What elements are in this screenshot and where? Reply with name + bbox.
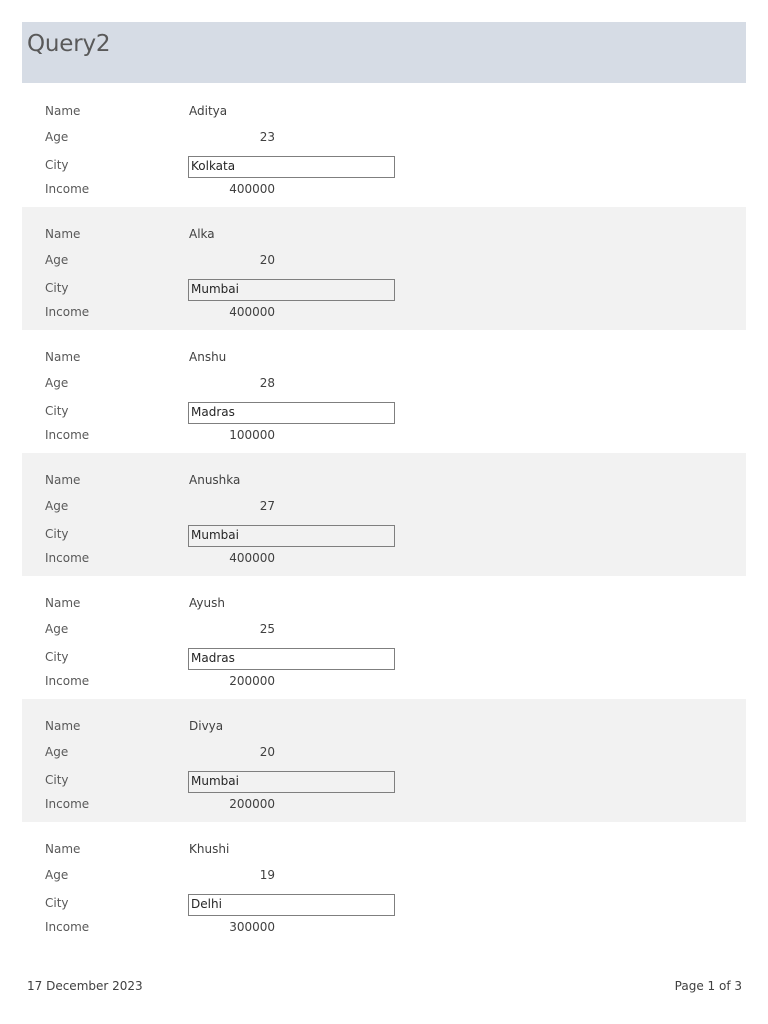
age-value[interactable]: 23 [259,130,275,144]
field-city [22,771,746,793]
city-value-box[interactable]: Madras [188,402,395,424]
field-name [22,471,746,493]
income-label: Income [45,797,90,811]
income-label: Income [45,428,90,442]
records-list [22,84,746,945]
name-value[interactable]: Divya [189,719,224,733]
name-value[interactable]: Aditya [189,104,228,118]
city-value-box[interactable]: Mumbai [188,525,395,547]
age-value[interactable]: 28 [259,376,275,390]
report-title: Query2 [27,31,111,57]
age-value[interactable]: 25 [259,622,275,636]
field-age [22,743,746,765]
field-city [22,525,746,547]
income-label: Income [45,674,90,688]
field-name [22,225,746,247]
field-name [22,717,746,739]
field-city [22,402,746,424]
record [22,576,746,699]
city-value-box[interactable]: Delhi [188,894,395,916]
city-label: City [45,527,69,541]
age-value[interactable]: 20 [259,745,275,759]
field-name [22,102,746,124]
record [22,207,746,330]
report-header [22,22,746,83]
record [22,84,746,207]
record [22,330,746,453]
field-age [22,374,746,396]
income-value[interactable]: 400000 [229,305,275,319]
field-age [22,620,746,642]
income-value[interactable]: 200000 [229,797,275,811]
field-name [22,594,746,616]
name-label: Name [45,473,81,487]
city-label: City [45,158,69,172]
page-number: Page 1 of 3 [674,979,742,993]
income-value[interactable]: 300000 [229,920,275,934]
age-label: Age [45,868,69,882]
income-value[interactable]: 400000 [229,182,275,196]
income-label: Income [45,182,90,196]
city-label: City [45,281,69,295]
name-value[interactable]: Alka [189,227,215,241]
name-label: Name [45,350,81,364]
city-value-box[interactable]: Kolkata [188,156,395,178]
record [22,453,746,576]
field-income [22,795,746,817]
age-label: Age [45,130,69,144]
city-label: City [45,896,69,910]
field-age [22,251,746,273]
footer-date: 17 December 2023 [27,979,143,993]
age-label: Age [45,376,69,390]
age-label: Age [45,499,69,513]
name-label: Name [45,104,81,118]
income-value[interactable]: 200000 [229,674,275,688]
name-label: Name [45,227,81,241]
income-label: Income [45,305,90,319]
city-label: City [45,773,69,787]
field-age [22,497,746,519]
field-city [22,648,746,670]
income-label: Income [45,920,90,934]
income-value[interactable]: 400000 [229,551,275,565]
field-income [22,303,746,325]
name-value[interactable]: Anshu [189,350,227,364]
field-income [22,549,746,571]
city-value-box[interactable]: Mumbai [188,279,395,301]
age-label: Age [45,253,69,267]
age-label: Age [45,745,69,759]
record [22,699,746,822]
city-label: City [45,650,69,664]
city-value-box[interactable]: Madras [188,648,395,670]
field-age [22,866,746,888]
name-value[interactable]: Anushka [189,473,241,487]
field-name [22,840,746,862]
income-value[interactable]: 100000 [229,428,275,442]
field-income [22,180,746,202]
field-age [22,128,746,150]
field-name [22,348,746,370]
field-income [22,426,746,448]
age-value[interactable]: 20 [259,253,275,267]
record [22,822,746,945]
age-label: Age [45,622,69,636]
name-value[interactable]: Ayush [189,596,225,610]
age-value[interactable]: 27 [259,499,275,513]
city-value-box[interactable]: Mumbai [188,771,395,793]
field-city [22,894,746,916]
field-income [22,918,746,940]
field-city [22,279,746,301]
name-label: Name [45,719,81,733]
income-label: Income [45,551,90,565]
name-value[interactable]: Khushi [189,842,230,856]
field-city [22,156,746,178]
age-value[interactable]: 19 [259,868,275,882]
name-label: Name [45,842,81,856]
city-label: City [45,404,69,418]
name-label: Name [45,596,81,610]
field-income [22,672,746,694]
